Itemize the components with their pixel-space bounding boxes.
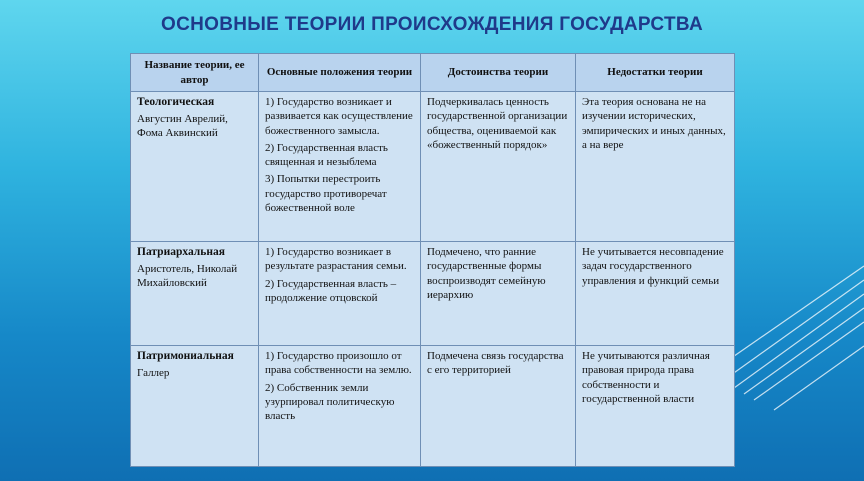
header-theory-name: Название теории, ее автор <box>131 54 259 92</box>
theory-point: 1) Государство произошло от права собственности на землю. <box>265 350 412 377</box>
header-drawbacks: Недостатки теории <box>576 54 735 92</box>
theory-point: 1) Государство возникает и развивается как осуществление божественного замысла. <box>265 96 413 137</box>
theory-authors: Августин Аврелий, Фома Аквинский <box>137 112 228 140</box>
points-cell <box>259 346 421 467</box>
theory-point: 3) Попытки перестроить государство противоречат божественной воле <box>265 173 387 215</box>
drawbacks-cell: Не учитываются различная правовая природа права собственности и государственной власти <box>576 346 735 467</box>
theory-authors: Галлер <box>137 366 170 379</box>
theory-name: Патриархальная <box>137 246 225 258</box>
theory-cell <box>131 346 259 467</box>
header-merits: Достоинства теории <box>421 54 576 92</box>
theory-authors: Аристотель, Николай Михайловский <box>137 262 238 290</box>
points-cell <box>259 92 421 242</box>
decorative-lines <box>714 260 864 420</box>
theory-cell <box>131 92 259 242</box>
table-header-row <box>131 54 735 92</box>
header-main-points: Основные положения теории <box>259 54 421 92</box>
merits-cell: Подчеркивалась ценность государственной организации общества, оцениваемой как «божественный порядок» <box>421 92 576 242</box>
theory-point: 1) Государство возникает в результате разрастания семьи. <box>265 246 407 273</box>
drawbacks-cell: Не учитывается несовпадение задач государственного управления и функций семьи <box>576 242 735 346</box>
theory-point: 2) Государственная власть – продолжение отцовской <box>265 277 397 304</box>
theory-point: 2) Собственник земли узурпировал политическую власть <box>265 381 395 423</box>
theory-cell <box>131 242 259 346</box>
merits-cell: Подмечена связь государства с его территорией <box>421 346 576 467</box>
table-row <box>131 242 735 346</box>
theory-name: Теологическая <box>137 96 215 108</box>
drawbacks-cell: Эта теория основана не на изучении исторических, эмпирических и иных данных, а на вере <box>576 92 735 242</box>
slide-title: ОСНОВНЫЕ ТЕОРИИ ПРОИСХОЖДЕНИЯ ГОСУДАРСТВА <box>161 14 703 35</box>
merits-cell: Подмечено, что ранние государственные формы воспроизводят семейную иерархию <box>421 242 576 346</box>
theories-table <box>130 53 735 467</box>
theory-point: 2) Государственная власть священная и незыблема <box>265 141 388 169</box>
table-row <box>131 346 735 467</box>
table-row <box>131 92 735 242</box>
points-cell <box>259 242 421 346</box>
theory-name: Патримониальная <box>137 350 234 362</box>
